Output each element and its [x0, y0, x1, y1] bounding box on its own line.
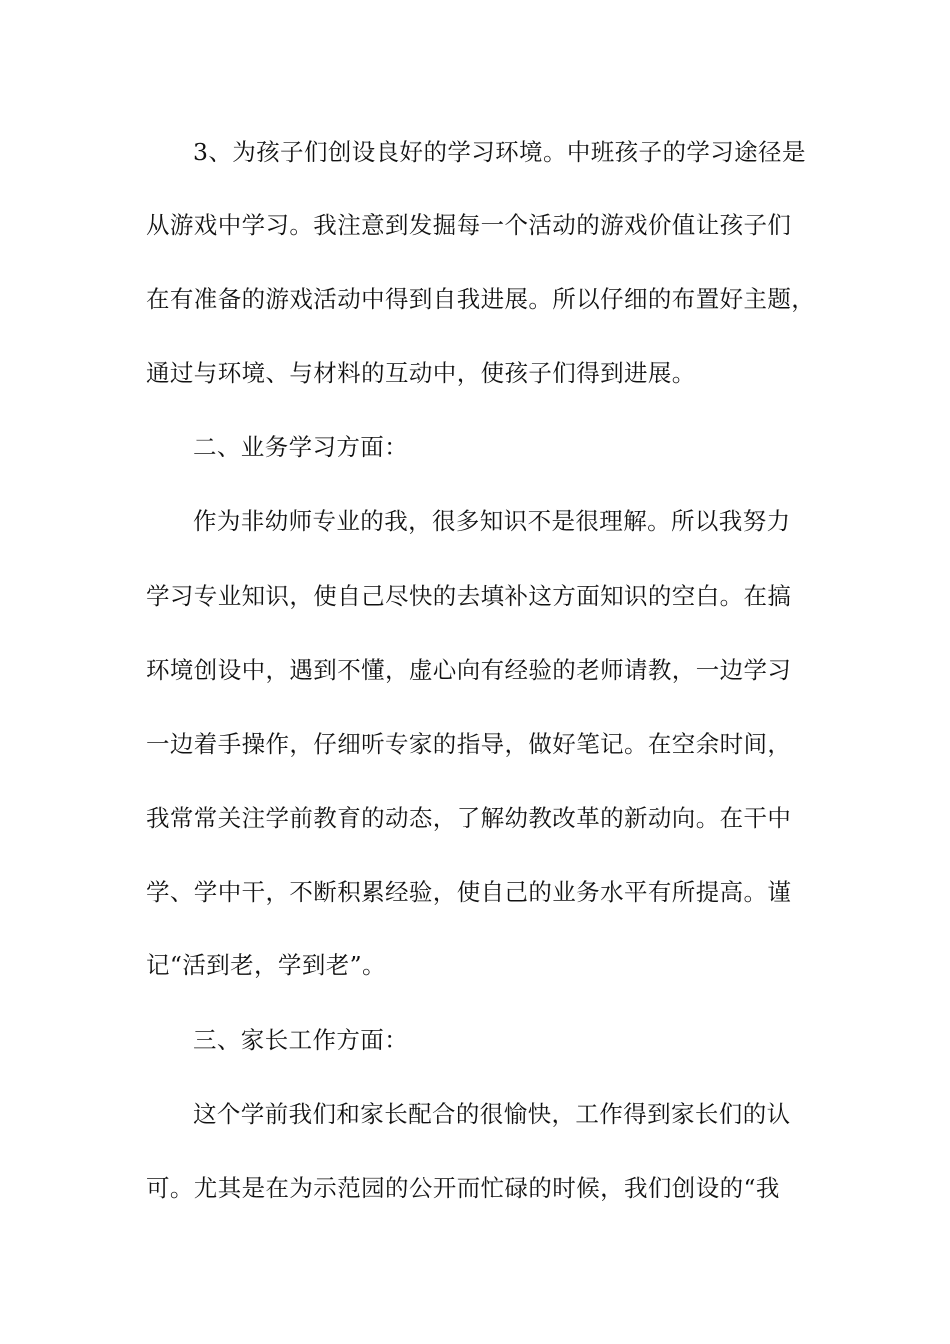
paragraph-line: 从游戏中学习。我注意到发掘每一个活动的游戏价值让孩子们 — [146, 211, 792, 239]
paragraph-line: 作为非幼师专业的我，很多知识不是很理解。所以我努力 — [193, 507, 791, 535]
paragraph-line: 学习专业知识，使自己尽快的去填补这方面知识的空白。在搞 — [146, 582, 792, 610]
paragraph-line: 通过与环境、与材料的互动中，使孩子们得到进展。 — [146, 359, 696, 387]
paragraph-line: 在有准备的游戏活动中得到自我进展。所以仔细的布置好主题， — [146, 285, 816, 313]
paragraph-line: 我常常关注学前教育的动态，了解幼教改革的新动向。在干中 — [146, 804, 792, 832]
paragraph-line: 学、学中干，不断积累经验，使自己的业务水平有所提高。谨 — [146, 878, 792, 906]
paragraph-line: 记“活到老，学到老”。 — [146, 951, 386, 979]
paragraph-line: 3、为孩子们创设良好的学习环境。中班孩子的学习途径是 — [193, 138, 806, 166]
paragraph-line: 这个学前我们和家长配合的很愉快，工作得到家长们的认 — [193, 1100, 791, 1128]
paragraph-line: 环境创设中，遇到不懂，虚心向有经验的老师请教，一边学习 — [146, 656, 792, 684]
section-heading: 三、家长工作方面： — [193, 1026, 409, 1054]
paragraph-line: 一边着手操作，仔细听专家的指导，做好笔记。在空余时间， — [146, 730, 792, 758]
section-heading: 二、业务学习方面： — [193, 433, 409, 461]
paragraph-line: 可。尤其是在为示范园的公开而忙碌的时候，我们创设的“我 — [146, 1174, 780, 1202]
